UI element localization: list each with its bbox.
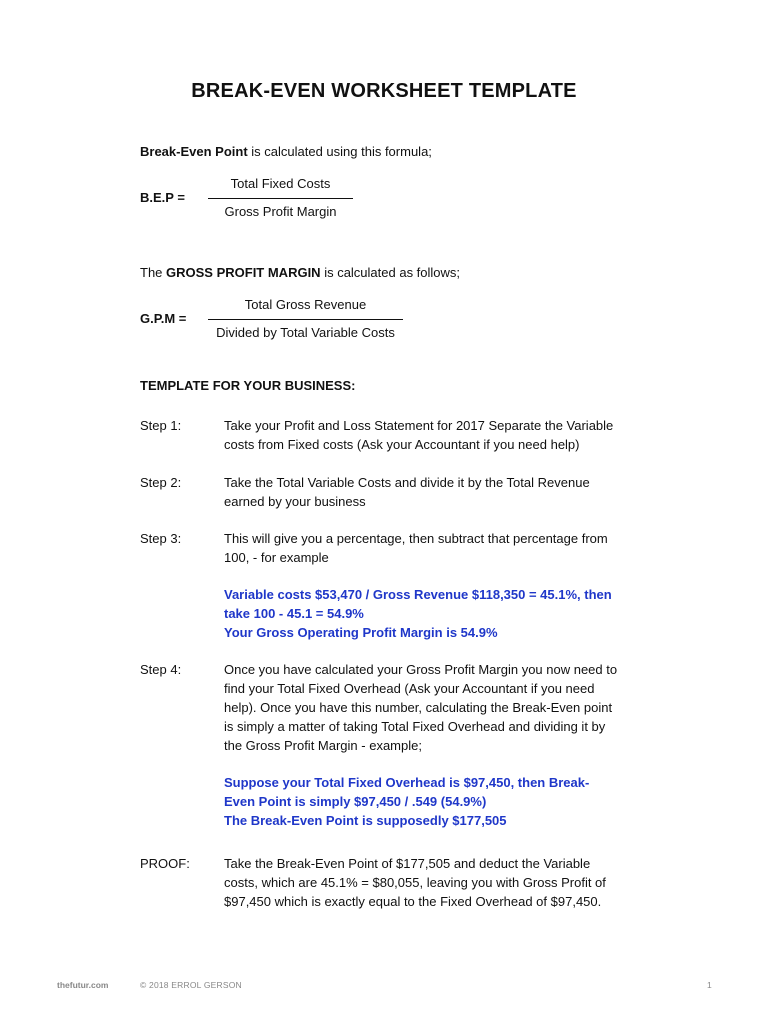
bep-denominator: Gross Profit Margin	[224, 204, 337, 219]
gpm-numerator: Total Gross Revenue	[208, 296, 403, 320]
example-result: Your Gross Operating Profit Margin is 54.9%	[224, 625, 498, 640]
bep-formula	[140, 175, 540, 227]
footer-copyright: © 2018 ERROL GERSON	[140, 980, 242, 990]
bep-formula-label: B.E.P =	[140, 190, 185, 205]
step-text: This will give you a percentage, then subtract that percentage from 100, - for example	[224, 531, 608, 565]
proof-label: PROOF:	[140, 856, 190, 871]
proof-text: Take the Break-Even Point of $177,505 and deduct the Variable costs, which are 45.1% = $80,055, leaving you with Gross Profit of $97,450 which is exactly equal to the Fixed Overhead of $97,450.	[224, 856, 606, 909]
example-result: The Break-Even Point is supposedly $177,505	[224, 813, 507, 828]
example-line: Variable costs $53,470 / Gross Revenue $118,350 = 45.1%, then take 100 - 45.1 = 54.9%	[224, 587, 612, 621]
gpm-formula-label: G.P.M =	[140, 311, 187, 326]
gpm-intro-text: is calculated as follows;	[320, 265, 461, 280]
page-number: 1	[707, 980, 712, 990]
bep-intro	[140, 143, 432, 161]
gpm-intro	[140, 264, 460, 282]
bep-intro-bold: Break-Even Point	[140, 144, 248, 159]
bep-intro-text: is calculated using this formula;	[247, 144, 432, 159]
example-line: Suppose your Total Fixed Overhead is $97,450, then Break-Even Point is simply $97,450 / .549 (54.9%)	[224, 775, 590, 809]
gpm-intro-bold: GROSS PROFIT MARGIN	[166, 265, 321, 280]
step-label: Step 2:	[140, 475, 182, 490]
step-label: Step 3:	[140, 531, 182, 546]
step-text: Take the Total Variable Costs and divide it by the Total Revenue earned by your business	[224, 475, 590, 509]
step-text: Take your Profit and Loss Statement for 2017 Separate the Variable costs from Fixed costs (Ask your Accountant if you need help)	[224, 418, 614, 452]
gpm-fraction	[208, 296, 403, 342]
step-label: Step 4:	[140, 662, 182, 677]
step-label: Step 1:	[140, 418, 182, 433]
bep-numerator: Total Fixed Costs	[208, 175, 353, 199]
step-text: Once you have calculated your Gross Profit Margin you now need to find your Total Fixed Overhead (Ask your Accountant if you need help). Once you have this number, calculating the Break-Even point is simply a matter of taking Total Fixed Overhead and dividing it by the Gross Profit Margin - example;	[224, 662, 618, 753]
footer-brand: thefutur.com	[57, 980, 109, 990]
gpm-denominator: Divided by Total Variable Costs	[216, 325, 395, 340]
document-title: BREAK-EVEN WORKSHEET TEMPLATE	[191, 80, 577, 102]
bep-fraction	[208, 175, 353, 221]
gpm-intro-prefix: The	[140, 265, 167, 280]
gpm-formula	[140, 296, 540, 348]
template-heading: TEMPLATE FOR YOUR BUSINESS:	[140, 378, 356, 393]
example-calculation-2	[224, 773, 634, 830]
example-calculation-1	[224, 585, 634, 642]
